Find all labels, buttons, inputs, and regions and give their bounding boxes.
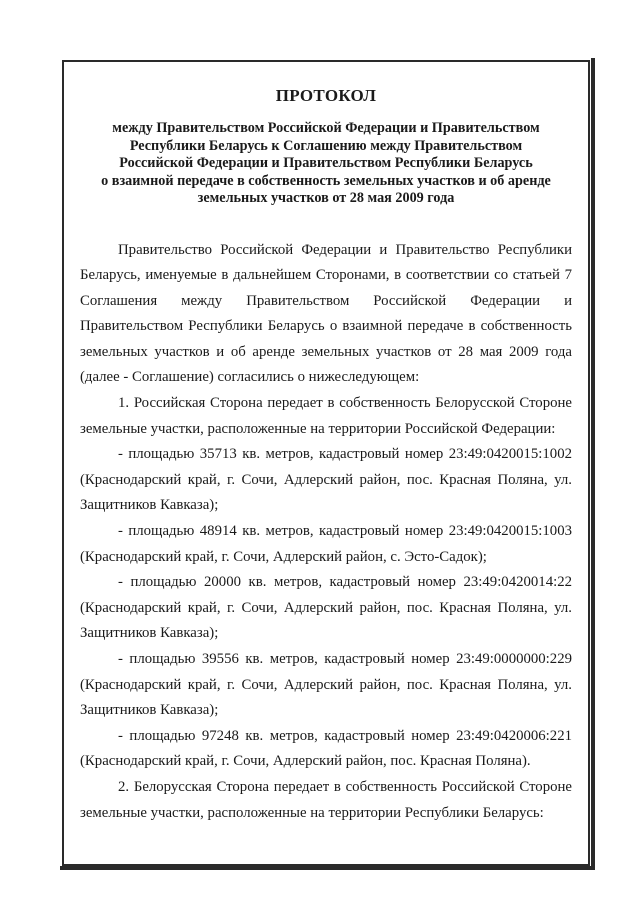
plot-item: - площадью 48914 кв. метров, кадастровый номер 23:49:0420015:1003 (Краснодарский край, г. Сочи, Адлерский район, с. Эсто-Садок);	[80, 523, 572, 565]
document-title: ПРОТОКОЛ	[275, 86, 377, 105]
preamble-paragraph: Правительство Российской Федерации и Правительство Республики Беларусь, именуемые в дальнейшем Сторонами, в соответствии со статьей 7 Соглашения между Правительством Российской Федерации и Правительством Республики Беларусь о взаимной передаче в собственность земельных участков и об аренде земельных участков от 28 мая 2009 года (далее - Соглашение) согласились о нижеследующем:	[80, 241, 572, 386]
document-body	[80, 78, 572, 826]
subtitle-line: Российской Федерации и Правительством Республики Беларусь	[119, 155, 533, 171]
plot-item: - площадью 20000 кв. метров, кадастровый номер 23:49:0420014:22 (Краснодарский край, г. Сочи, Адлерский район, пос. Красная Поляна, ул. Защитников Кавказа);	[80, 574, 572, 642]
plot-item: - площадью 35713 кв. метров, кадастровый номер 23:49:0420015:1002 (Краснодарский край, г. Сочи, Адлерский район, пос. Красная Поляна, ул. Защитников Кавказа);	[80, 446, 572, 514]
plot-item: - площадью 97248 кв. метров, кадастровый номер 23:49:0420006:221 (Краснодарский край, г. Сочи, Адлерский район, пос. Красная Поляна).	[80, 727, 572, 770]
subtitle-line: земельных участков от 28 мая 2009 года	[197, 190, 455, 206]
subtitle-line: между Правительством Российской Федерации и Правительством	[112, 120, 540, 136]
page-border-right-edge	[591, 58, 595, 870]
plot-item: - площадью 39556 кв. метров, кадастровый номер 23:49:0000000:229 (Краснодарский край, г. Сочи, Адлерский район, пос. Красная Поляна, ул. Защитников Кавказа);	[80, 651, 572, 719]
document-subtitle	[80, 120, 572, 208]
clause-1: 1. Российская Сторона передает в собственность Белорусской Стороне земельные участки, расположенные на территории Российской Федерации:	[80, 395, 572, 437]
subtitle-line: о взаимной передаче в собственность земельных участков и об аренде	[101, 172, 551, 189]
page-border-bottom-edge	[60, 866, 595, 870]
clause-2: 2. Белорусская Сторона передает в собственность Российской Стороне земельные участки, расположенные на территории Республики Беларусь:	[80, 778, 572, 821]
subtitle-line: Республики Беларусь к Соглашению между Правительством	[129, 137, 523, 154]
